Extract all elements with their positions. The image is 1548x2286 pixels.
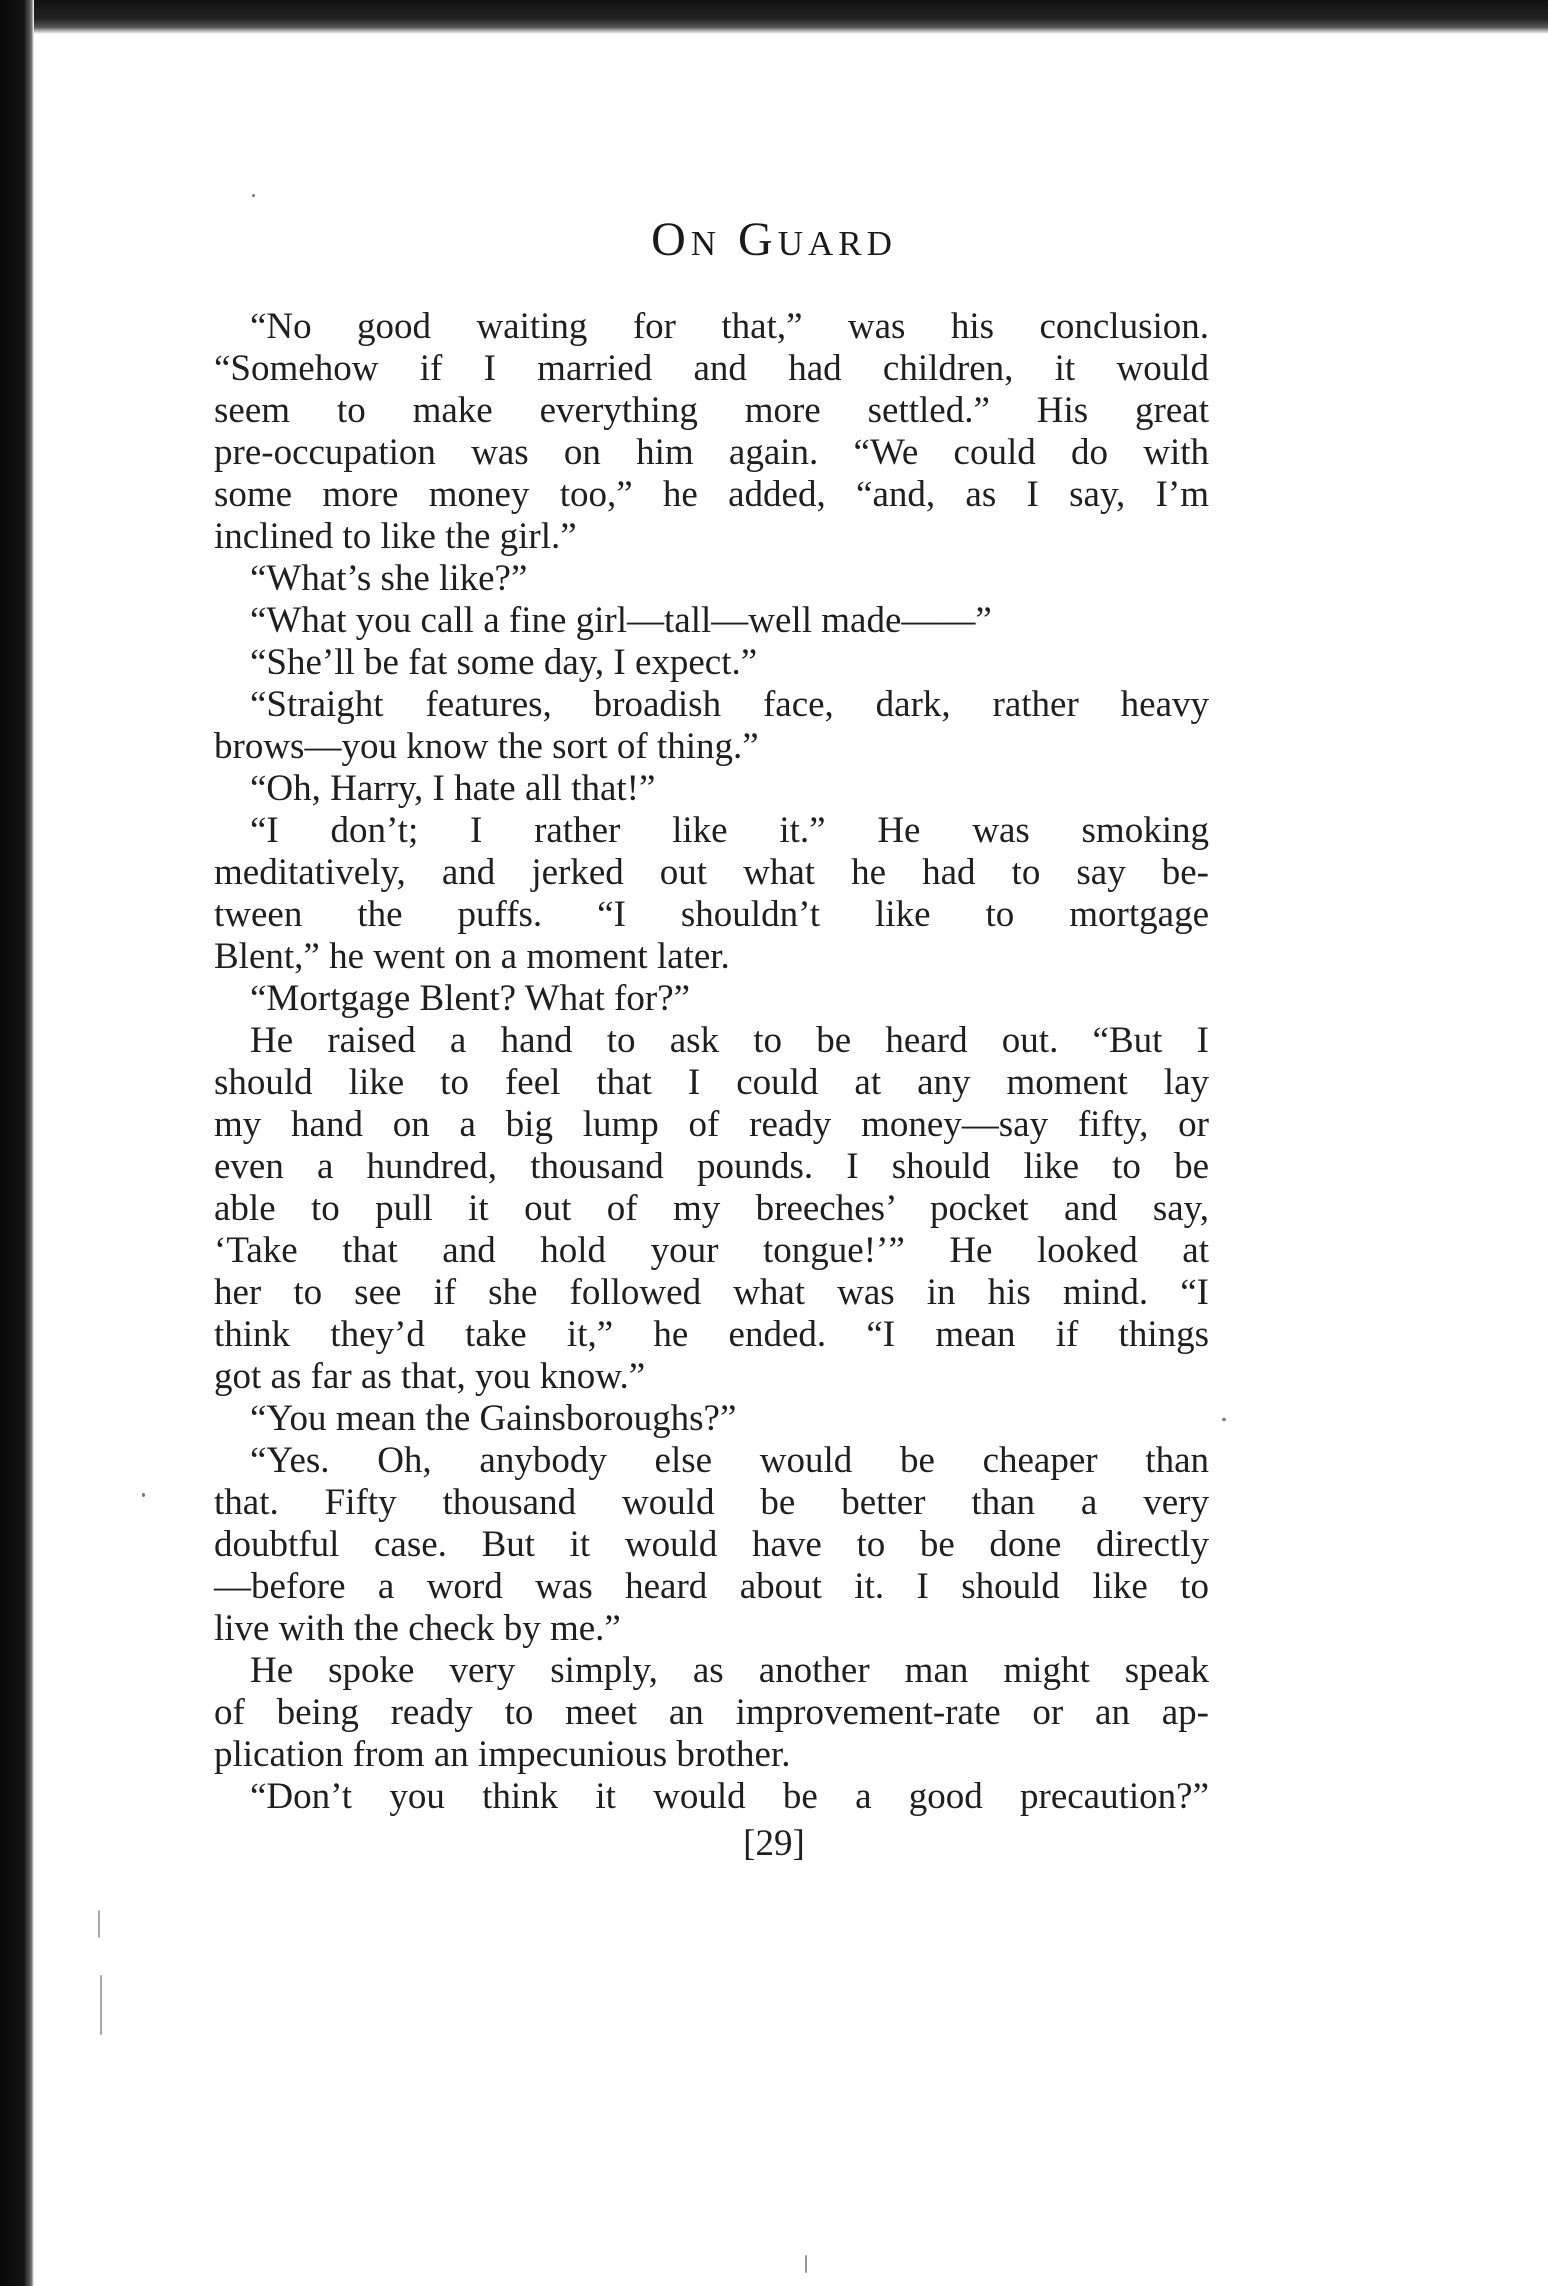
text-line: tween the puffs. “I shouldn’t like to mortgage [214,894,1209,935]
body-text [214,306,1209,1818]
page-title [0,212,1548,267]
text-line: think they’d take it,” he ended. “I mean if things [214,1314,1209,1355]
text-line: inclined to like the girl.” [214,516,577,557]
scan-speck [98,1910,100,1938]
scan-speck [252,194,255,197]
text-line: meditatively, and jerked out what he had to say be- [214,852,1209,893]
text-line: got as far as that, you know.” [214,1356,646,1397]
text-line: “No good waiting for that,” was his conclusion. [250,306,1209,347]
scan-speck [142,1493,145,1497]
text-line: “Mortgage Blent? What for?” [250,978,691,1019]
text-line: brows—you know the sort of thing.” [214,726,759,767]
scan-speck [805,2255,807,2273]
scan-speck [1222,1418,1226,1421]
text-line: her to see if she followed what was in his mind. “I [214,1272,1209,1313]
scan-top-edge [0,0,1548,34]
text-line: doubtful case. But it would have to be done directly [214,1524,1209,1565]
text-line: “Somehow if I married and had children, it would [214,348,1209,389]
text-line: seem to make everything more settled.” His great [214,390,1209,431]
scan-speck [100,1975,102,2035]
text-line: pre-occupation was on him again. “We could do with [214,432,1209,473]
title-rest-uard: UARD [777,224,897,263]
text-line: “Don’t you think it would be a good precaution?” [250,1776,1209,1817]
title-initial-o: O [651,213,691,266]
text-line: live with the check by me.” [214,1608,621,1649]
text-line: He raised a hand to ask to be heard out. “But I [250,1020,1209,1061]
text-line: even a hundred, thousand pounds. I should like to be [214,1146,1209,1187]
text-line: of being ready to meet an improvement-rate or an ap- [214,1692,1209,1733]
text-line: that. Fifty thousand would be better than a very [214,1482,1209,1523]
text-line: He spoke very simply, as another man might speak [250,1650,1209,1691]
scan-left-edge [0,0,34,2286]
text-line: ‘Take that and hold your tongue!’” He looked at [214,1230,1209,1271]
text-line: some more money too,” he added, “and, as I say, I’m [214,474,1209,515]
text-line: “What’s she like?” [250,558,528,599]
text-line: “Straight features, broadish face, dark, rather heavy [250,684,1209,725]
title-initial-g: G [738,213,778,266]
text-line: “I don’t; I rather like it.” He was smoking [250,810,1209,851]
text-line: able to pull it out of my breeches’ pocket and say, [214,1188,1209,1229]
text-line: “Yes. Oh, anybody else would be cheaper than [250,1440,1209,1481]
text-line: “You mean the Gainsboroughs?” [250,1398,737,1439]
text-line: Blent,” he went on a moment later. [214,936,730,977]
text-line: my hand on a big lump of ready money—say fifty, or [214,1104,1209,1145]
page-number: [29] [743,1823,805,1864]
text-line: “She’ll be fat some day, I expect.” [250,642,758,683]
text-line: should like to feel that I could at any moment lay [214,1062,1209,1103]
text-line: “Oh, Harry, I hate all that!” [250,768,656,809]
text-line: plication from an impecunious brother. [214,1734,791,1775]
text-line: —before a word was heard about it. I should like to [214,1566,1209,1607]
title-rest-n: N [690,224,722,263]
text-line: “What you call a fine girl—tall—well made——” [250,600,992,641]
